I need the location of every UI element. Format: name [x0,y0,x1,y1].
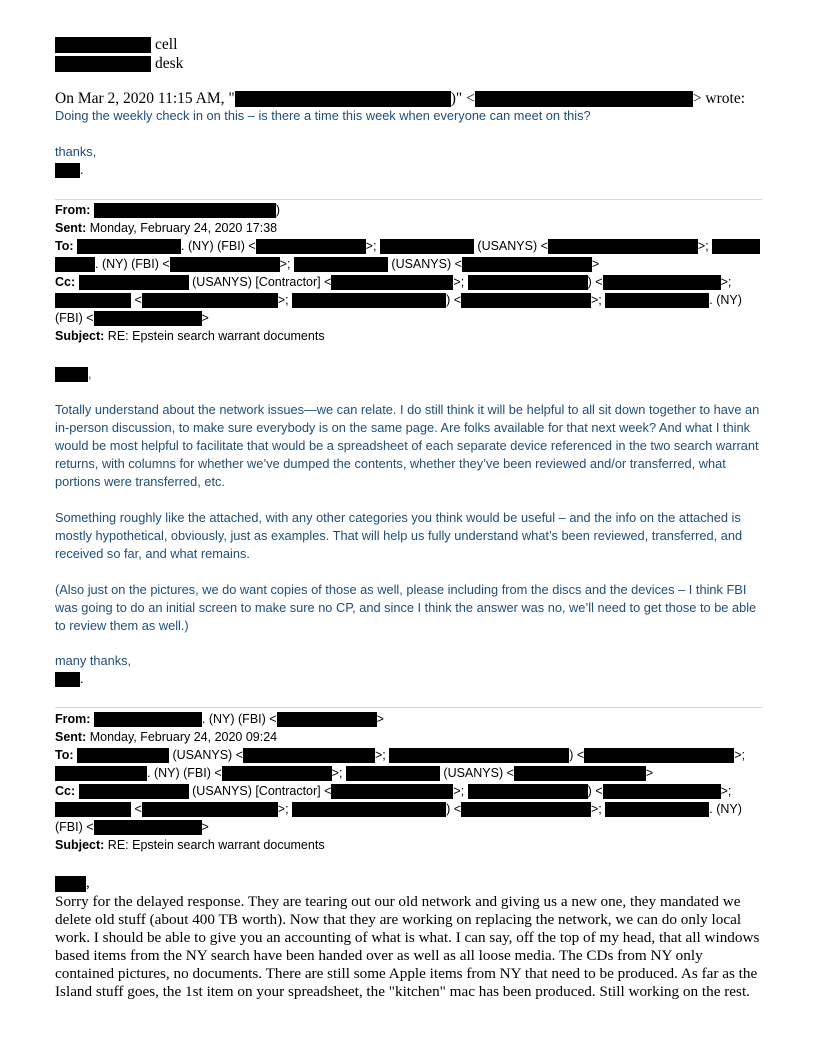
redaction [461,293,591,308]
email1-to-line1: To: . (NY) (FBI) < >; (USANYS) < >; [55,239,760,254]
email2-cc-line3: (FBI) < > [55,820,209,834]
redaction [389,748,569,763]
email1-paragraph: Something roughly like the attached, with any other categories you think would be useful – and the info on the attached is mostly hypothetical, obviously, just as examples. That will help us fully understand what’s been reviewed, transferred, and received so far, and what remains. [55,510,743,561]
redaction [461,802,591,817]
divider [55,199,762,200]
redaction [514,766,646,781]
redaction [468,784,588,799]
redaction [55,766,147,781]
redaction [55,37,151,53]
redaction [584,748,734,763]
redaction [222,766,332,781]
redaction [256,239,366,254]
redaction [79,275,189,290]
redaction [294,257,388,272]
email1-cc-line3: (FBI) < > [55,311,209,325]
redaction [170,257,280,272]
redaction [77,748,169,763]
redaction [331,275,453,290]
redaction [235,91,451,107]
redaction [55,56,151,72]
email2-greeting: , [55,874,90,892]
redaction [55,672,80,687]
email2-cc-line2: < >; ) < >; . (NY) [55,802,742,817]
redaction [142,802,278,817]
email2-to-line1: To: (USANYS) < >; ) < >; [55,748,745,762]
redaction [605,293,709,308]
redaction [712,239,760,254]
email1-signoff: many thanks, [55,653,132,668]
email1-from: From: ) [55,203,281,217]
email1-cc-line1: Cc: (USANYS) [Contractor] < >; ) < >; [55,275,732,289]
redaction [55,293,131,308]
redaction [292,802,446,817]
reply-header-middle: )" < [450,90,475,107]
reply-header-line [55,90,745,108]
redaction [277,712,377,727]
email2-cc-line1: Cc: (USANYS) [Contractor] < >; ) < >; [55,784,732,798]
redaction [94,820,202,835]
redaction [79,784,189,799]
redaction [548,239,698,254]
email2-body: Sorry for the delayed response. They are tearing out our old network and giving us a new one, they mandated we delete old stuff (about 400 TB worth). Now that they are working on replacing the network, we can do only local work. I should be able to give you an accounting of what is what. I can say, off the top of my head, that all windows based items from the NY search have been handed over as well as all loose media. The CDs from NY only contained pictures, no documents. There are still some Apple items from NY that need to be produced. As far as the Island stuff goes, the 1st item on your spreadsheet, the "kitchen" mac has been produced. Still working on the rest. [55,893,760,1000]
redaction [292,293,446,308]
redaction [603,275,721,290]
email1-subject: Subject: RE: Epstein search warrant documents [55,329,325,343]
redaction [462,257,592,272]
redaction [603,784,721,799]
redaction [55,802,131,817]
signature-desk-label: desk [155,55,184,72]
email2-subject: Subject: RE: Epstein search warrant documents [55,838,325,852]
redaction [55,163,80,178]
redaction [142,293,278,308]
email1-paragraph: (Also just on the pictures, we do want copies of those as well, please including from the discs and the devices – I think FBI was going to do an initial screen to make sure no CP, and since I think the answer was no, we’ll need to get those to be able to review them as well.) [55,582,757,633]
email1-cc-line2: < >; ) < >; . (NY) [55,293,742,308]
reply-header-suffix: > wrote: [692,90,746,107]
email2-sent: Sent: Monday, February 24, 2020 09:24 [55,730,278,744]
redaction [605,802,709,817]
redaction [94,712,202,727]
redaction [475,91,693,107]
email2-from: From: . (NY) (FBI) < > [55,712,384,726]
redaction [94,311,202,326]
email1-signature: . [55,671,84,687]
email1-paragraph: Totally understand about the network issues—we can relate. I do still think it will be helpful to all sit down together to have an in-person discussion, to make sure everybody is on the same page. Are folks available for that next week? And what I think would be most helpful to facilitate that would be a spreadsheet of each separate device referenced in the two search warrant returns, with columns for whether we’ve dumped the contents, whether they’ve been reviewed and/or transferred, what portions were transferred, etc. [55,402,760,489]
redaction [77,239,181,254]
redaction [55,367,88,382]
reply-signature: . [55,162,84,178]
reply-signoff: thanks, [55,144,97,159]
email1-greeting: , [55,366,92,382]
reply-header-prefix: On Mar 2, 2020 11:15 AM, " [55,90,235,107]
email1-to-line2: . (NY) (FBI) < >; (USANYS) < > [55,257,599,272]
email1-sent: Sent: Monday, February 24, 2020 17:38 [55,221,278,235]
redaction [55,876,86,892]
divider [55,707,762,708]
redaction [55,257,95,272]
redaction [380,239,474,254]
signature-cell-label: cell [155,36,178,53]
redaction [243,748,375,763]
redaction [346,766,440,781]
redaction [468,275,588,290]
redaction [331,784,453,799]
redaction [94,203,276,218]
reply-body: Doing the weekly check in on this – is there a time this week when everyone can meet on this? [55,108,591,123]
email2-to-line2: . (NY) (FBI) < >; (USANYS) < > [55,766,653,781]
